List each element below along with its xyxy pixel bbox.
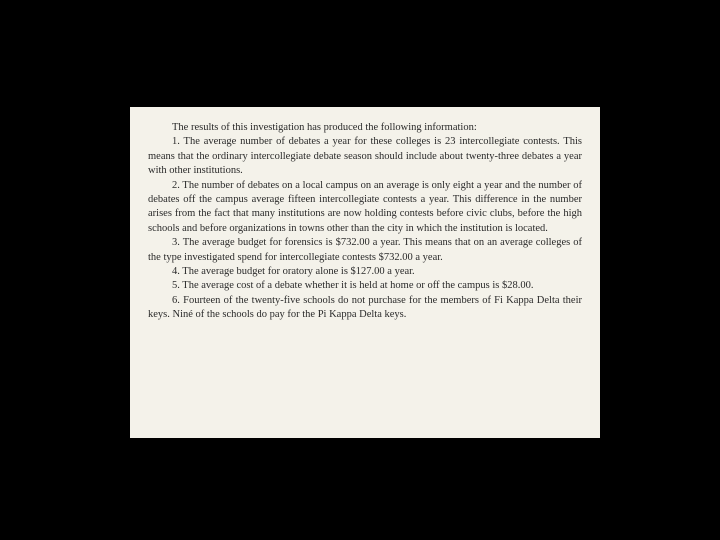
finding-3-paragraph: 3. The average budget for forensics is $732.00 a year. This means that on an average colleges of the type investigated spend for intercollegiate contests $732.00 a year. — [148, 237, 582, 263]
finding-6-paragraph: 6. Fourteen of the twenty-five schools do not purchase for the members of Fi Kappa Delta their keys. Niné of the schools do pay for the Pi Kappa Delta keys. — [148, 294, 582, 321]
finding-4-paragraph: 4. The average budget for oratory alone is $127.00 a year. — [172, 266, 415, 278]
intro-paragraph: The results of this investigation has produced the following information: — [172, 122, 477, 133]
document-page — [130, 107, 600, 438]
finding-1-paragraph: 1. The average number of debates a year for these colleges is 23 intercollegiate contests. This means that the ordinary intercollegiate debate season should include about twenty-three debates a year with other institutions. — [148, 136, 582, 177]
finding-5-paragraph: 5. The average cost of a debate whether it is held at home or off the campus is $28.00. — [172, 280, 534, 292]
finding-2-paragraph: 2. The number of debates on a local campus on an average is only eight a year and the number of debates off the campus average fifteen intercollegiate contests a year. This difference in the number arises from the fact that many institutions are now holding contests before civic clubs, before the high schools and before organizations in towns other than the city in which the institution is located. — [148, 179, 582, 234]
